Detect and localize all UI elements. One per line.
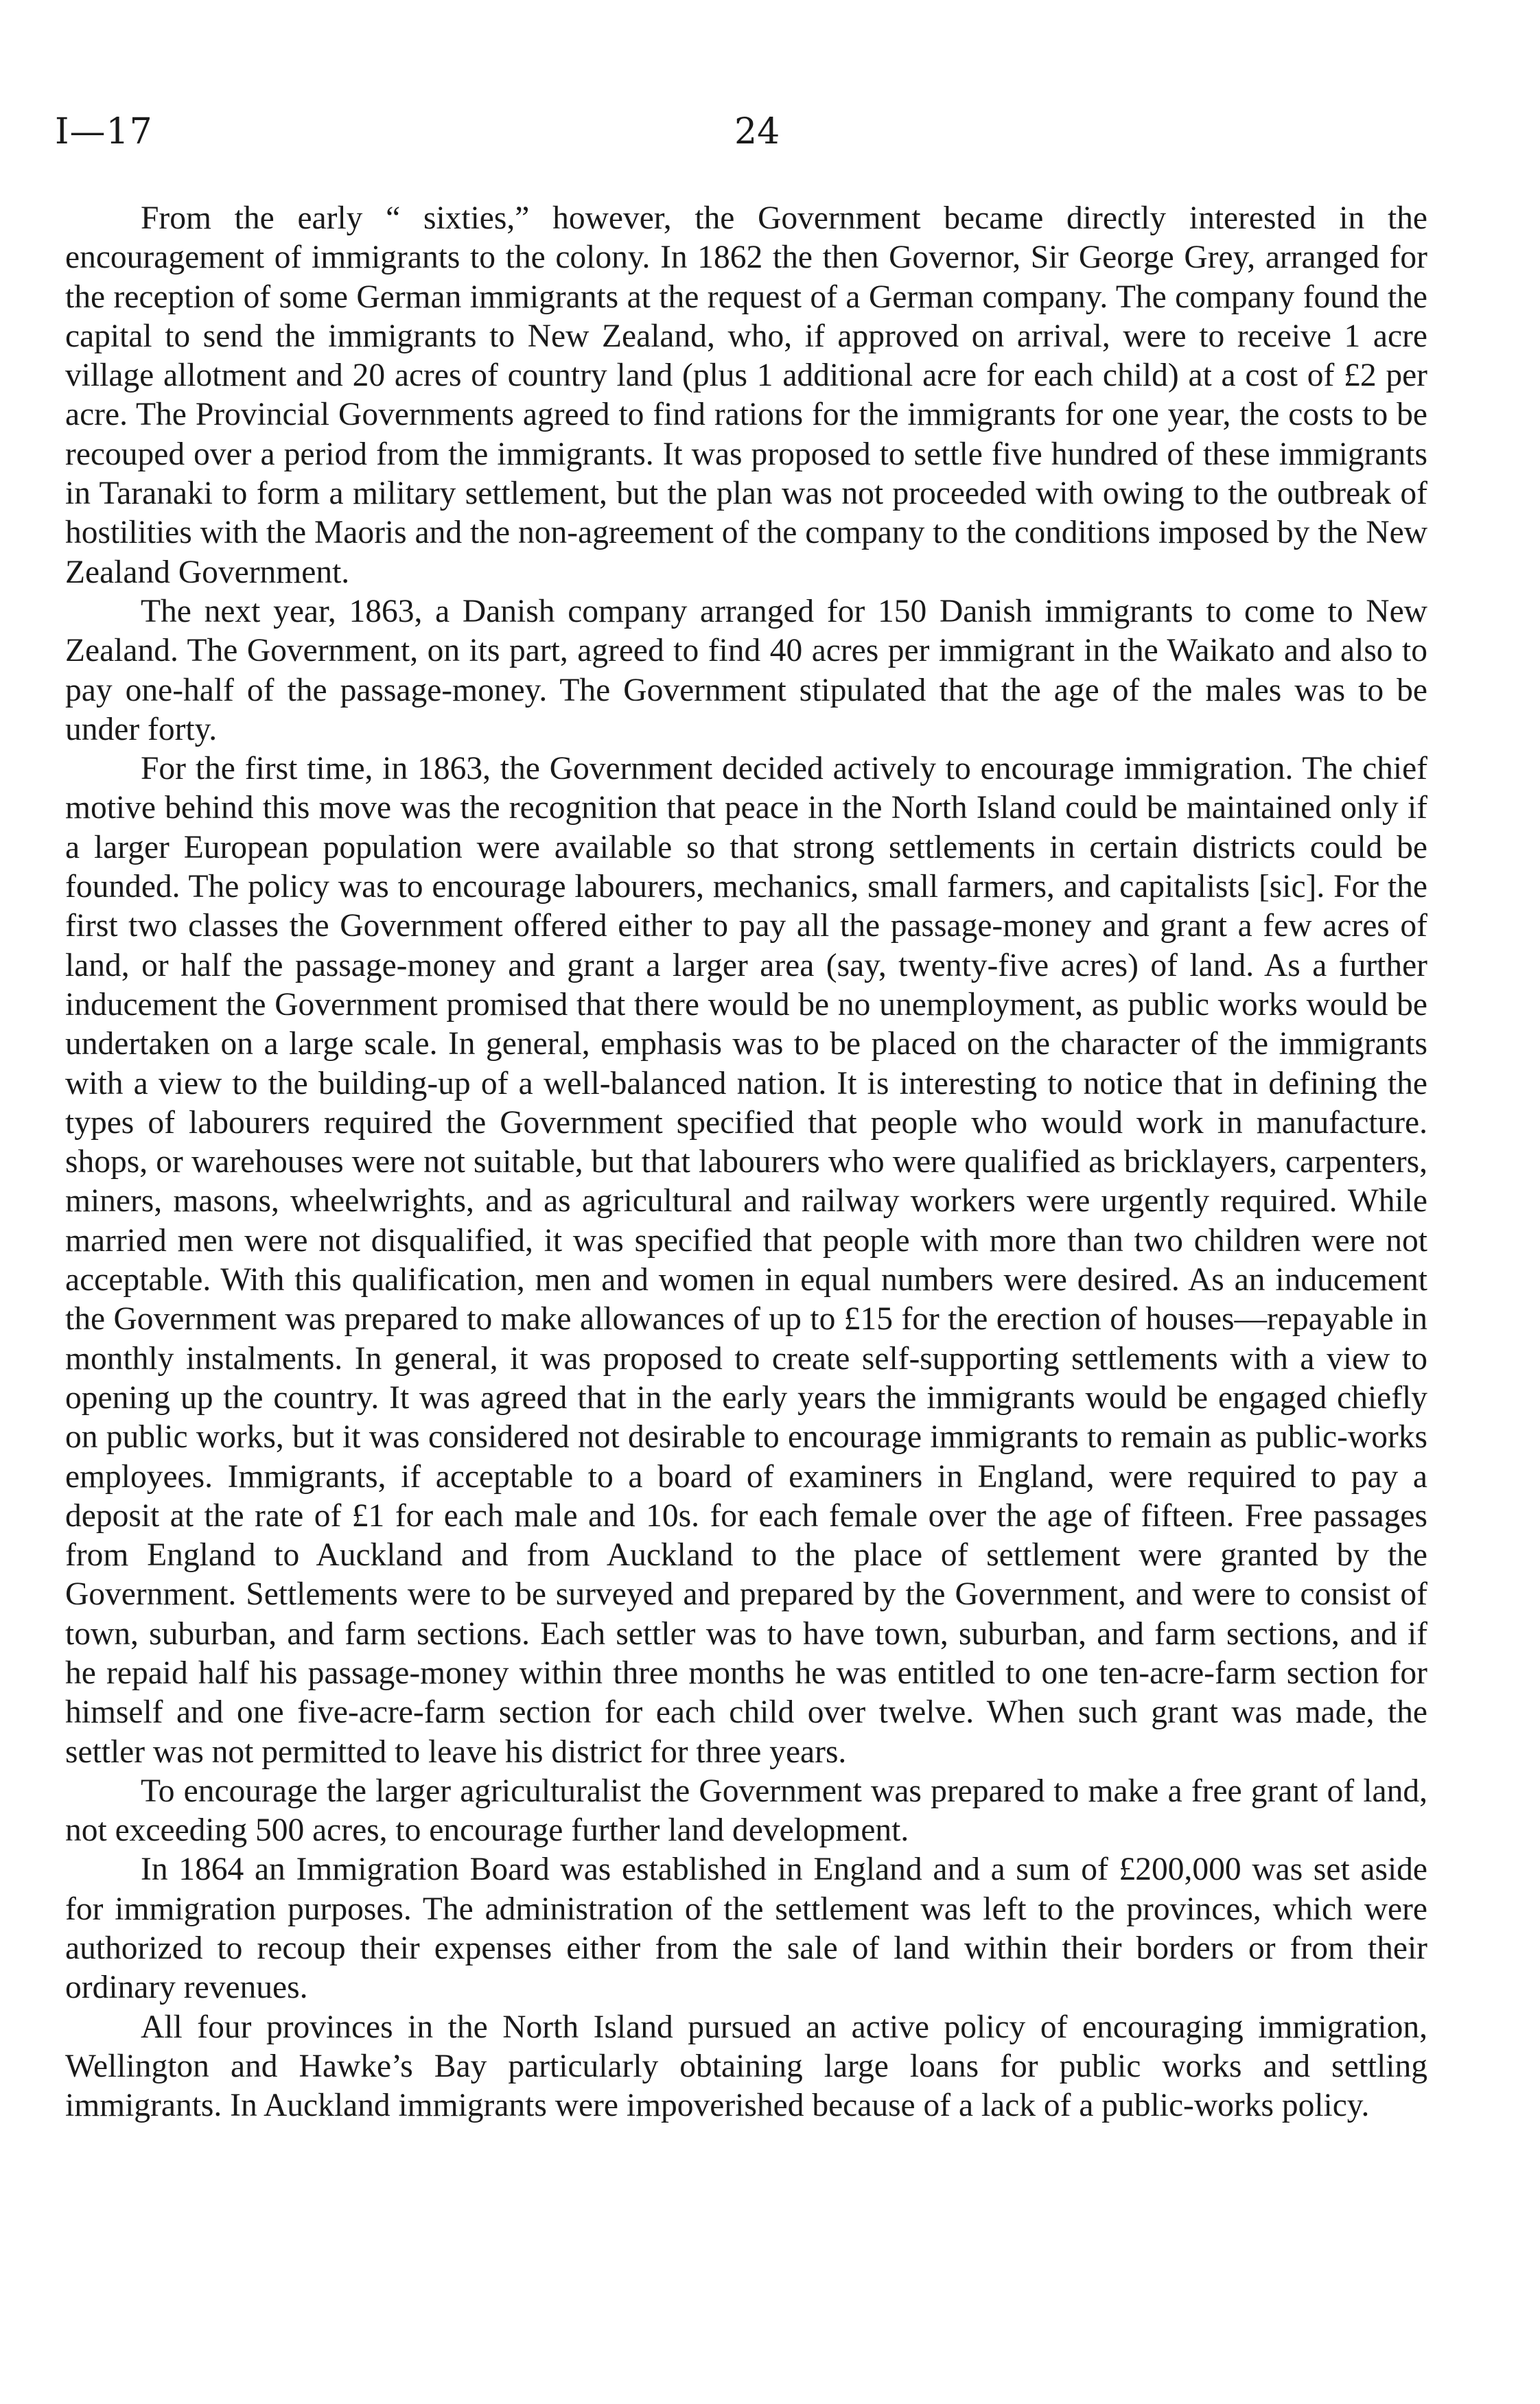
paragraph-german-immigrants: From the early “ sixties,” however, the Government became directly interested in the encouragement of immigrants to the colony. In 1862 the then Governor, Sir George Grey, arranged for the reception of some German immigrants at the request of a German company. The company found the capital to send the immigrants to New Zealand, who, if approved on arrival, were to receive 1 acre village allotment and 20 acres of country land (plus 1 additional acre for each child) at a cost of £2 per acre. The Provincial Governments agreed to find rations for the immigrants for one year, the costs to be recouped over a period from the immigrants. It was proposed to settle five hundred of these immigrants in Taranaki to form a military settlement, but the plan was not proceeded with owing to the outbreak of hostilities with the Maoris and the non-agreement of the company to the conditions imposed by the New Zealand Government. bbox=[65, 200, 1427, 590]
paragraph-north-island-provinces: All four provinces in the North Island pursued an active policy of encouraging immigration, Wellington and Hawke’s Bay particularly obtaining large loans for public works and settling immigrants. In Auckland immigrants were impoverished because of a lack of a public-works policy. bbox=[65, 2009, 1427, 2124]
paragraph-immigration-policy-1863: For the first time, in 1863, the Government decided actively to encourage immigration. The chief motive behind this move was the recognition that peace in the North Island could be maintained only if a larger European population were available so that strong settlements in certain districts could be founded. The policy was to encourage labourers, mechanics, small farmers, and capitalists [sic]. For the first two classes the Government offered either to pay all the passage-money and grant a few acres of land, or half the passage-money and grant a larger area (say, twenty-five acres) of land. As a further inducement the Government promised that there would be no unemployment, as public works would be undertaken on a large scale. In general, emphasis was to be placed on the character of the immigrants with a view to the building-up of a well-balanced nation. It is interesting to notice that in defining the types of labourers required the Government specified that people who would work in manufacture. shops, or warehouses were not suitable, but that labourers who were qualified as bricklayers, carpenters, miners, masons, wheelwrights, and as agricultural and railway workers were urgently required. While married men were not disqualified, it was specified that people with more than two children were not acceptable. With this qualification, men and women in equal numbers were desired. As an inducement the Government was prepared to make allowances of up to £15 for the erection of houses—repayable in monthly instalments. In general, it was proposed to create self-supporting settlements with a view to opening up the country. It was agreed that in the early years the immigrants would be engaged chiefly on public works, but it was considered not desirable to encourage immigrants to remain as public-works employees. Immigrants, if acceptable to a board of examiners in England, were required to pay a deposit at the rate of £1 for each male and 10s. for each female over the age of fifteen. Free passages from England to Auckland and from Auckland to the place of settlement were granted by the Government. Settlements were to be surveyed and prepared by the Government, and were to consist of town, suburban, and farm sections. Each settler was to have town, suburban, and farm sections, and if he repaid half his passage-money within three months he was entitled to one ten-acre-farm section for himself and one five-acre-farm section for each child over twelve. When such grant was made, the settler was not permitted to leave his district for three years. bbox=[65, 751, 1427, 1770]
paragraph-danish-immigrants: The next year, 1863, a Danish company arranged for 150 Danish immigrants to come to New Zealand. The Government, on its part, agreed to find 40 acres per immigrant in the Waikato and also to pay one-half of the passage-money. The Government stipulated that the age of the males was to be under forty. bbox=[65, 593, 1427, 747]
body-text bbox=[65, 199, 1427, 2126]
page-number: 24 bbox=[734, 111, 780, 152]
page-header bbox=[55, 111, 1427, 166]
paragraph-agriculturalist-grant: To encourage the larger agriculturalist the Government was prepared to make a free grant of land, not exceeding 500 acres, to encourage further land development. bbox=[65, 1773, 1427, 1849]
paragraph-immigration-board-1864: In 1864 an Immigration Board was established in England and a sum of £200,000 was set aside for immigration purposes. The administration of the settlement was left to the provinces, which were authorized to recoup their expenses either from the sale of land within their borders or from their ordinary revenues. bbox=[65, 1852, 1427, 2006]
document-reference: I—17 bbox=[55, 111, 153, 152]
